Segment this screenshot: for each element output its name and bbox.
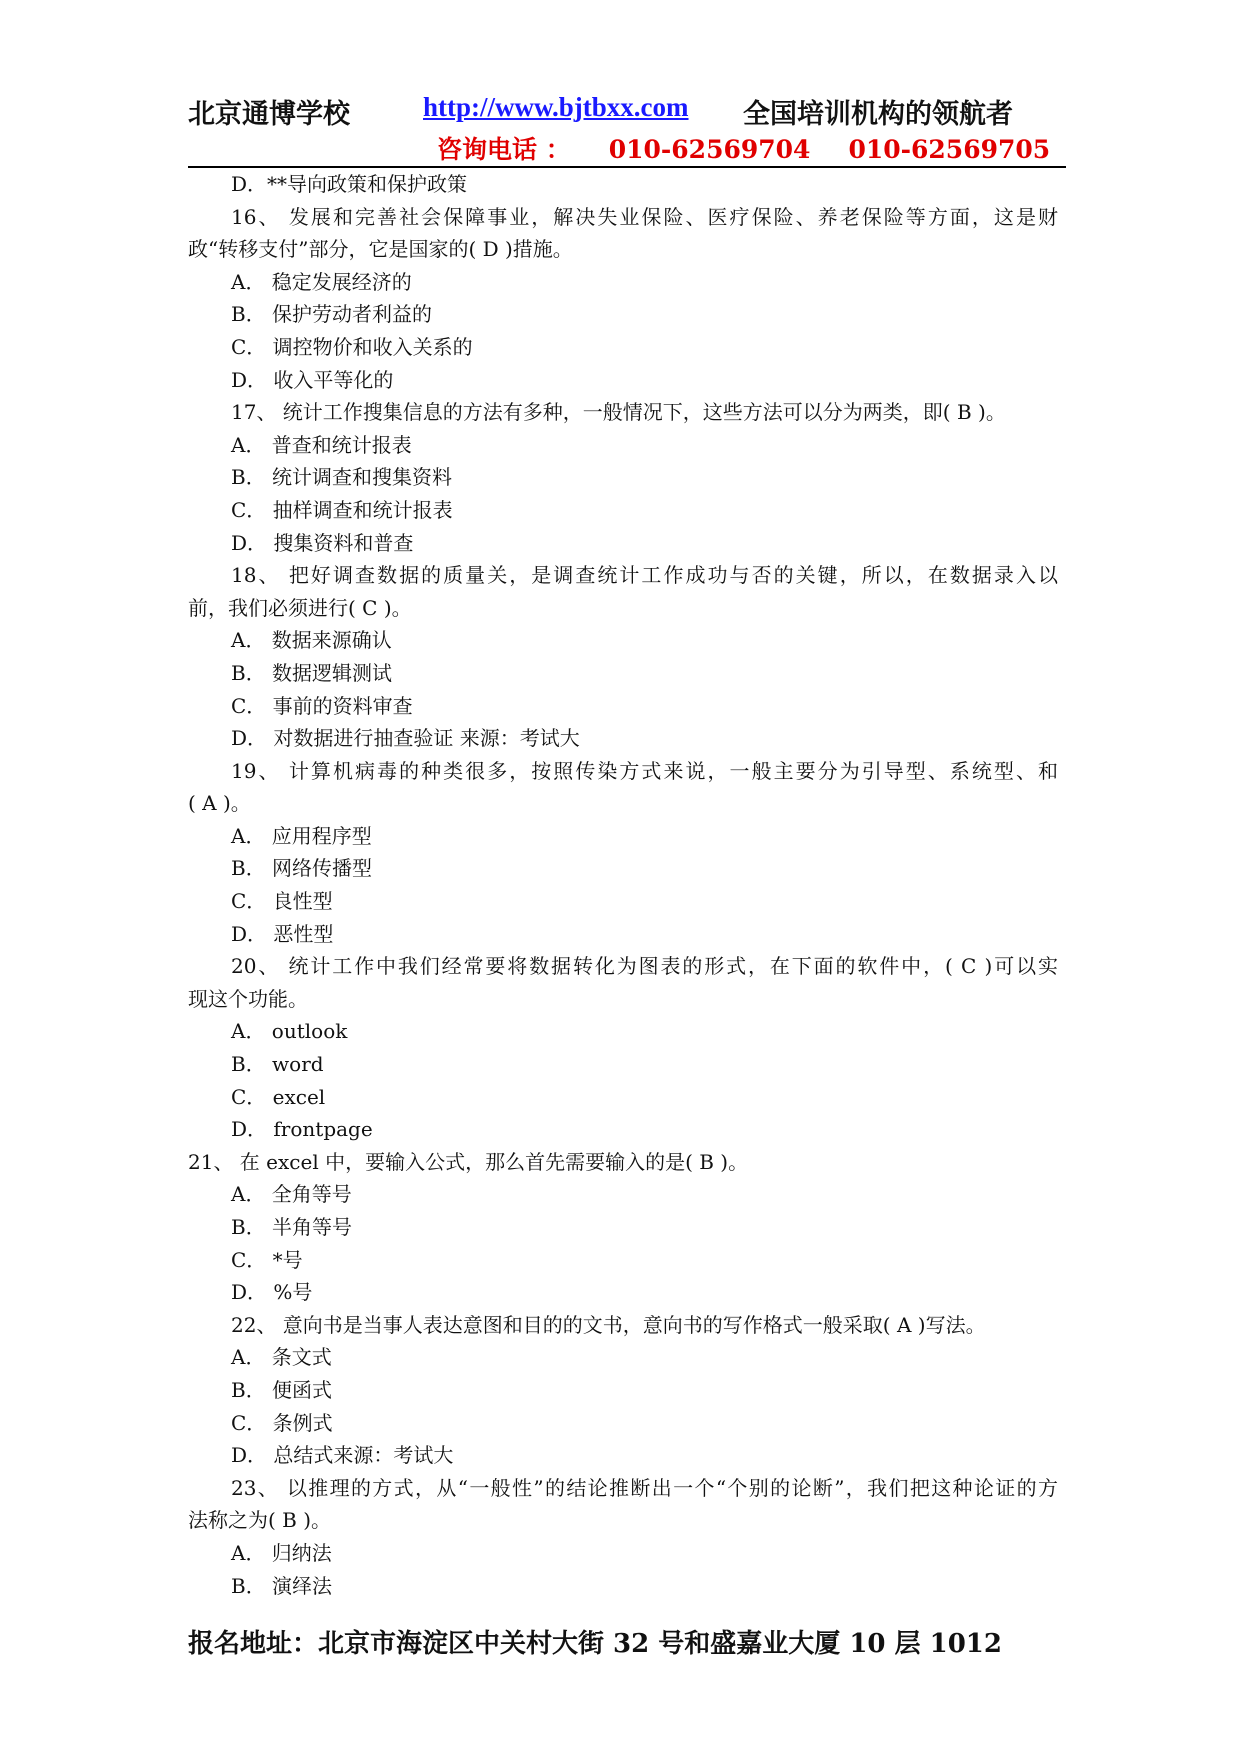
answer-option: D． %号 <box>231 1280 313 1305</box>
answer-option: C． 事前的资料审查 <box>231 693 413 718</box>
answer-option: B． 数据逻辑测试 <box>231 660 393 685</box>
answer-option: B． word <box>231 1052 324 1077</box>
question-line: 前，我们必须进行( C )。 <box>188 595 412 620</box>
answer-option: D． 搜集资料和普查 <box>231 530 414 555</box>
answer-option: D． 对数据进行抽查验证 来源：考试大 <box>231 726 580 751</box>
answer-option: C． 良性型 <box>231 889 333 914</box>
answer-option: A． outlook <box>231 1019 348 1044</box>
question-line: 17、 统计工作搜集信息的方法有多种，一般情况下，这些方法可以分为两类，即( B )。 <box>231 400 1006 425</box>
answer-option: B． 网络传播型 <box>231 856 373 881</box>
answer-option: C． excel <box>231 1084 326 1109</box>
answer-option: A． 数据来源确认 <box>231 628 392 653</box>
answer-option: D．**导向政策和保护政策 <box>231 172 468 196</box>
school-name: 北京通博学校 <box>188 99 350 130</box>
answer-option: A． 应用程序型 <box>231 823 372 848</box>
answer-option: C． 条例式 <box>231 1410 333 1435</box>
answer-option: C． 调控物价和收入关系的 <box>231 334 473 359</box>
answer-option: B． 统计调查和搜集资料 <box>231 465 453 490</box>
website-link[interactable]: http://www.bjtbxx.com <box>423 92 689 122</box>
question-line: 法称之为( B )。 <box>188 1508 332 1533</box>
answer-option: C． 抽样调查和统计报表 <box>231 497 453 522</box>
question-line: 18、 把好调查数据的质量关，是调查统计工作成功与否的关键，所以，在数据录入以 <box>231 563 1058 588</box>
answer-option: B． 保护劳动者利益的 <box>231 302 433 327</box>
question-line: 现这个功能。 <box>188 986 308 1011</box>
answer-option: D． 恶性型 <box>231 921 334 946</box>
footer-address: 报名地址：北京市海淀区中关村大街 32 号和盛嘉业大厦 10 层 1012 <box>188 1629 1002 1659</box>
answer-option: C． *号 <box>231 1247 303 1272</box>
answer-option: D． frontpage <box>231 1117 373 1142</box>
phone-number-1: 010-62569704 <box>608 135 811 164</box>
answer-option: A． 全角等号 <box>231 1182 352 1207</box>
question-line: 16、 发展和完善社会保障事业，解决失业保险、医疗保险、养老保险等方面，这是财 <box>231 204 1058 229</box>
page-header <box>188 88 1068 128</box>
question-line: 22、 意向书是当事人表达意图和目的的文书，意向书的写作格式一般采取( A )写法。 <box>231 1312 986 1337</box>
answer-option: A． 稳定发展经济的 <box>231 269 412 294</box>
question-line: 23、 以推理的方式，从“一般性”的结论推断出一个“个别的论断”，我们把这种论证的方 <box>231 1475 1058 1500</box>
consult-label: 咨询电话 ： <box>437 135 571 164</box>
slogan: 全国培训机构的领航者 <box>743 99 1013 130</box>
consult-phones <box>437 130 1088 166</box>
question-line: 19、 计算机病毒的种类很多，按照传染方式来说，一般主要分为引导型、系统型、和 <box>231 758 1058 783</box>
answer-option: A． 归纳法 <box>231 1540 332 1565</box>
phone-number-2: 010-62569705 <box>848 135 1051 164</box>
answer-option: B． 演绎法 <box>231 1573 333 1598</box>
answer-option: B． 半角等号 <box>231 1215 353 1239</box>
question-line: 21、 在 excel 中，要输入公式，那么首先需要输入的是( B )。 <box>188 1149 749 1174</box>
answer-option: B． 便函式 <box>231 1377 333 1402</box>
answer-option: A． 普查和统计报表 <box>231 432 412 457</box>
question-body <box>188 168 1058 1602</box>
question-line: ( A )。 <box>188 791 251 816</box>
question-line: 20、 统计工作中我们经常要将数据转化为图表的形式，在下面的软件中，( C )可以实 <box>231 954 1058 979</box>
answer-option: A． 条文式 <box>231 1345 332 1370</box>
answer-option: D． 收入平等化的 <box>231 367 394 392</box>
question-line: 政“转移支付”部分，它是国家的( D )措施。 <box>188 237 573 262</box>
answer-option: D． 总结式来源：考试大 <box>231 1443 454 1468</box>
